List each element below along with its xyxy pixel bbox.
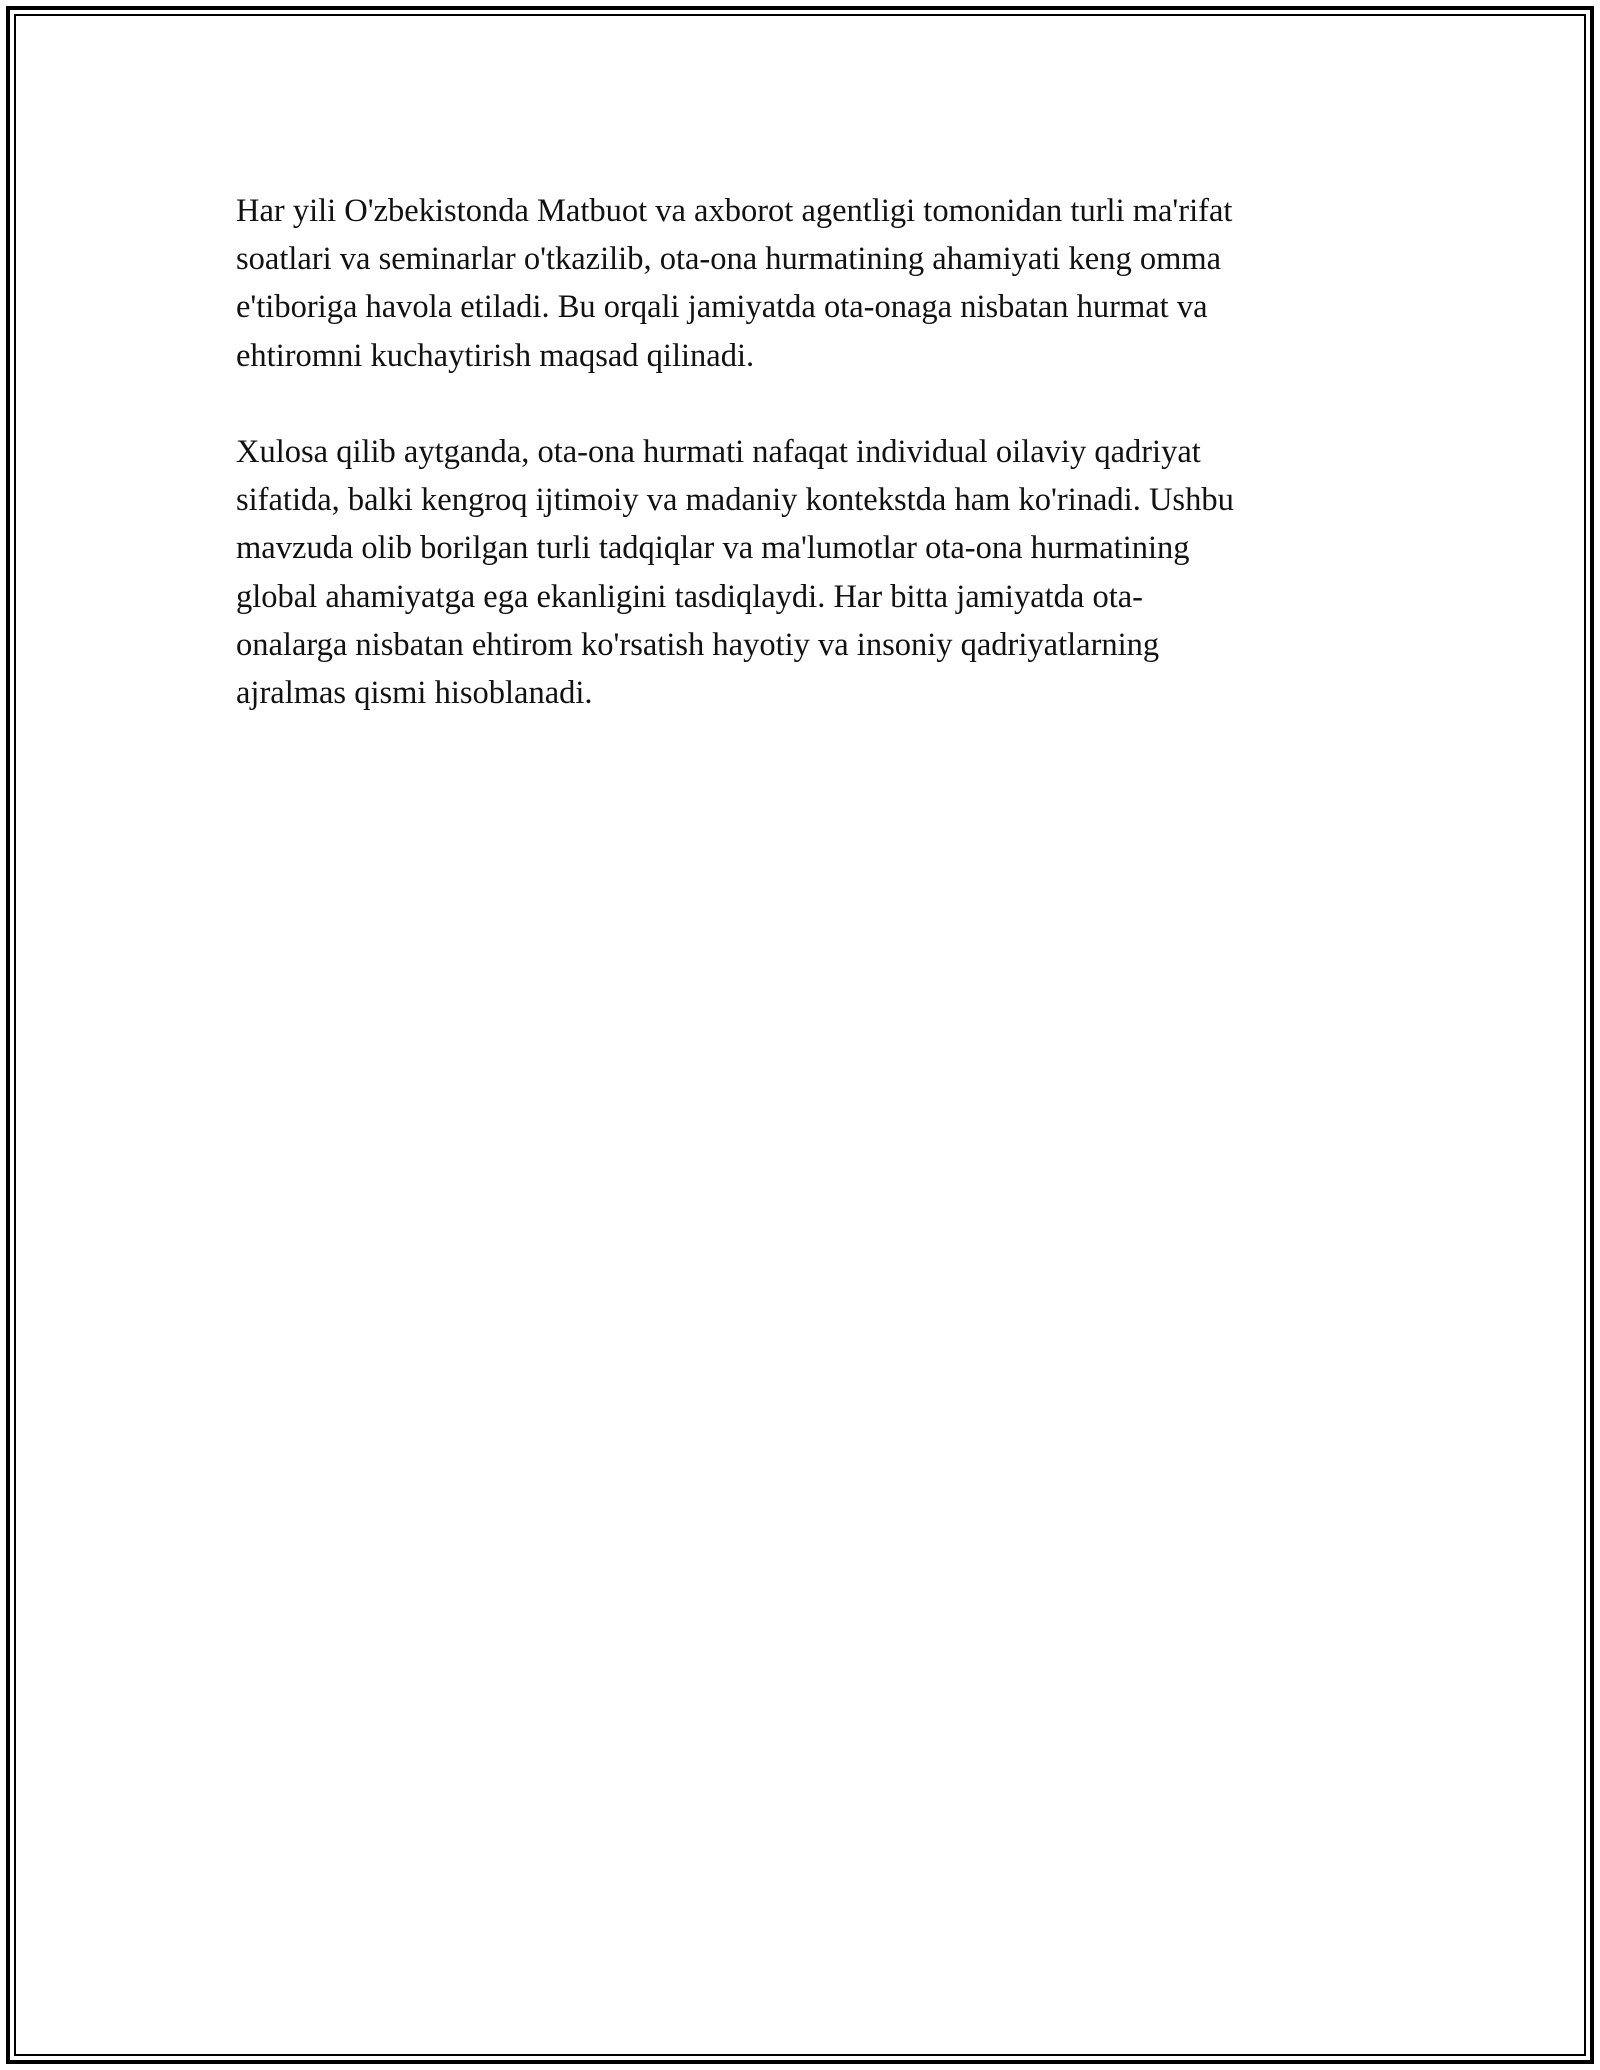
body-paragraph: Har yili O'zbekistonda Matbuot va axborot agentligi tomonidan turli ma'rifat soatlari va seminarlar o'tkazilib, ota-ona hurmatining ahamiyati keng omma e'tiboriga havola etiladi. Bu orqali jamiyatda ota-onaga nisbatan hurmat va ehtiromni kuchaytirish maqsad qilinadi. xyxy=(236,193,1233,374)
document-body xyxy=(236,187,1366,717)
conclusion-paragraph: Xulosa qilib aytganda, ota-ona hurmati nafaqat individual oilaviy qadriyat sifatida, balki kengroq ijtimoiy va madaniy kontekstda ham ko'rinadi. Ushbu mavzuda olib borilgan turli tadqiqlar va ma'lumotlar ota-ona hurmatining global ahamiyatga ega ekanligini tasdiqlaydi. Har bitta jamiyatda ota- onalarga nisbatan ehtirom ko'rsatish hayotiy va insoniy qadriyatlarning ajralmas qismi hisoblanadi. xyxy=(236,434,1234,712)
